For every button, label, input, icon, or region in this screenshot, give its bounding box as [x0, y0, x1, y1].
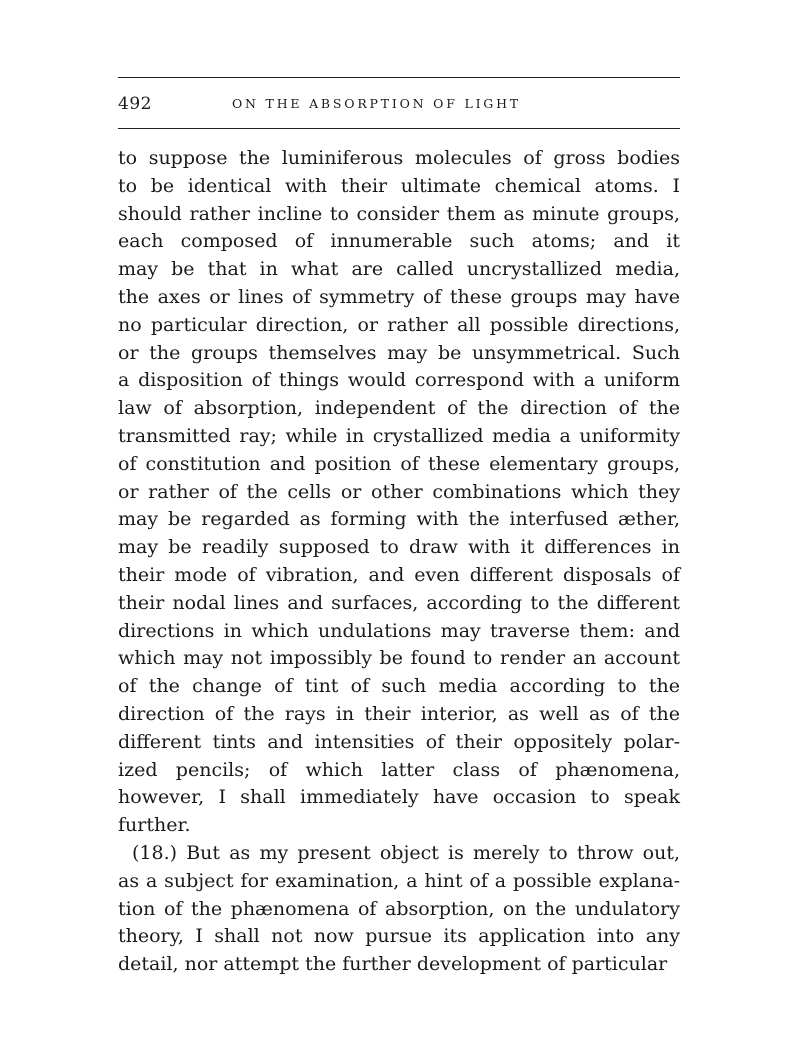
- text-line: direction of the rays in their interior, as well as of the: [118, 702, 680, 725]
- text-line: theory, I shall not now pursue its application into any: [118, 925, 680, 948]
- text-line: (18.) But as my present object is merely to throw out,: [132, 841, 680, 864]
- text-line: the axes or lines of symmetry of these groups may have: [118, 285, 680, 308]
- text-line: or rather of the cells or other combinations which they: [118, 480, 680, 503]
- text-line: a disposition of things would correspond with a uniform: [118, 369, 680, 392]
- text-line: as a subject for examination, a hint of a possible explana-: [118, 869, 680, 892]
- text-line: law of absorption, independent of the direction of the: [118, 397, 680, 420]
- text-line: should rather incline to consider them as minute groups,: [118, 202, 680, 225]
- text-line: to be identical with their ultimate chemical atoms. I: [118, 174, 680, 197]
- text-line: no particular direction, or rather all possible directions,: [118, 313, 680, 336]
- text-line: different tints and intensities of their oppositely polar-: [118, 730, 680, 753]
- running-title: ON THE ABSORPTION OF LIGHT: [232, 96, 521, 111]
- text-line: their nodal lines and surfaces, according to the different: [118, 591, 680, 614]
- paragraph: [118, 145, 680, 840]
- header-rule-bottom: [118, 128, 680, 129]
- text-line: further.: [118, 814, 191, 837]
- text-line: of the change of tint of such media according to the: [118, 675, 680, 698]
- text-line: transmitted ray; while in crystallized media a uniformity: [118, 424, 680, 447]
- text-line: their mode of vibration, and even different disposals of: [118, 563, 680, 586]
- text-line: however, I shall immediately have occasion to speak: [118, 786, 680, 809]
- text-line: detail, nor attempt the further development of particular: [118, 953, 668, 976]
- page-number: 492: [118, 94, 152, 114]
- text-line: which may not impossibly be found to render an account: [118, 647, 680, 670]
- body-text: [118, 145, 680, 979]
- text-line: tion of the phænomena of absorption, on the undulatory: [118, 897, 680, 920]
- text-line: of constitution and position of these elementary groups,: [118, 452, 680, 475]
- text-line: ized pencils; of which latter class of phænomena,: [118, 758, 680, 781]
- text-line: directions in which undulations may traverse them: and: [118, 619, 680, 642]
- paragraph: [118, 840, 680, 979]
- text-line: may be regarded as forming with the interfused æther,: [118, 508, 680, 531]
- header-rule-top: [118, 77, 680, 78]
- text-line: to suppose the luminiferous molecules of gross bodies: [118, 147, 680, 169]
- text-line: may be that in what are called uncrystallized media,: [118, 258, 680, 281]
- text-line: each composed of innumerable such atoms; and it: [118, 230, 680, 253]
- text-line: or the groups themselves may be unsymmetrical. Such: [118, 341, 680, 364]
- text-line: may be readily supposed to draw with it differences in: [118, 536, 680, 559]
- running-head: [118, 88, 680, 118]
